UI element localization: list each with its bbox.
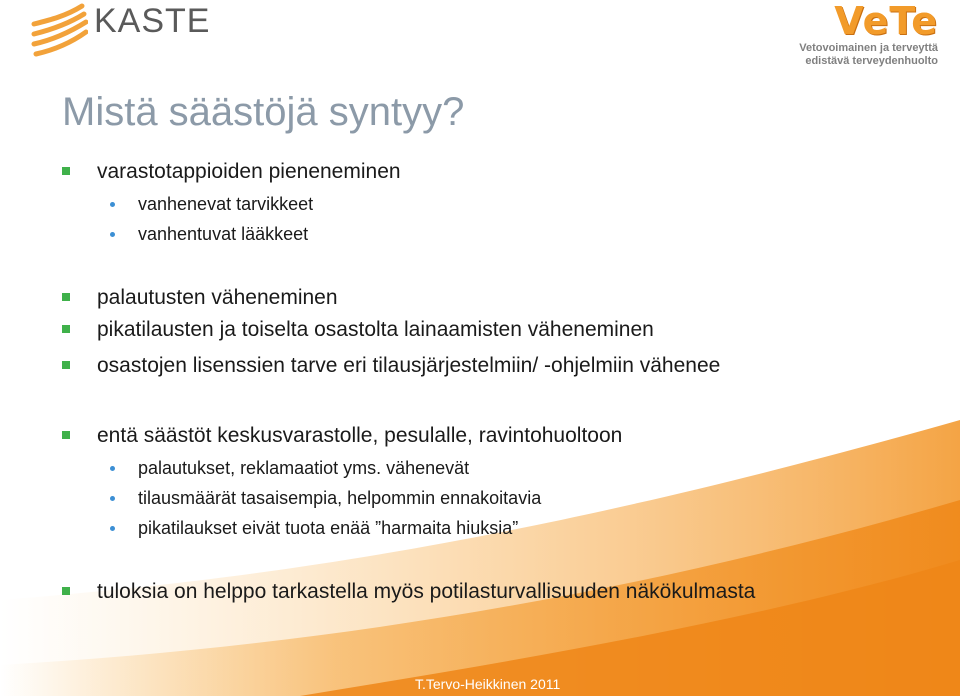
vete-logo <box>768 0 938 70</box>
round-bullet-icon <box>110 232 115 237</box>
kaste-logo <box>30 0 230 60</box>
sub-bullet-text: palautukset, reklamaatiot yms. vähenevät <box>138 458 470 478</box>
square-bullet-icon <box>62 167 70 175</box>
bullet-text: osastojen lisenssien tarve eri tilausjärjestelmiin/ -ohjelmiin vähenee <box>97 354 721 377</box>
round-bullet-icon <box>110 496 115 501</box>
sub-bullet-text: pikatilaukset eivät tuota enää ”harmaita hiuksia” <box>138 518 519 538</box>
sub-bullet-text: vanhenevat tarvikkeet <box>138 194 314 214</box>
round-bullet-icon <box>110 466 115 471</box>
vete-subtitle-line1: Vetovoimainen ja terveyttä <box>799 42 938 54</box>
bullet-text: varastotappioiden pieneneminen <box>97 160 401 183</box>
round-bullet-icon <box>110 526 115 531</box>
square-bullet-icon <box>62 361 70 369</box>
square-bullet-icon <box>62 293 70 301</box>
sub-bullet-text: vanhentuvat lääkkeet <box>138 224 309 244</box>
square-bullet-icon <box>62 587 70 595</box>
kaste-mark-icon <box>30 2 88 60</box>
vete-subtitle-line2: edistävä terveydenhuolto <box>805 55 938 67</box>
square-bullet-icon <box>62 431 70 439</box>
slide-title: Mistä säästöjä syntyy? <box>62 90 465 134</box>
round-bullet-icon <box>110 202 115 207</box>
bullet-text: entä säästöt keskusvarastolle, pesulalle, ravintohuoltoon <box>97 424 623 447</box>
vete-title: VeTe <box>834 0 938 43</box>
kaste-wordmark: KASTE <box>94 2 211 40</box>
footer-author: T.Tervo-Heikkinen 2011 <box>415 676 561 692</box>
bullet-text: palautusten väheneminen <box>97 286 338 309</box>
square-bullet-icon <box>62 325 70 333</box>
sub-bullet-text: tilausmäärät tasaisempia, helpommin ennakoitavia <box>138 488 542 508</box>
bullet-text: pikatilausten ja toiselta osastolta lainaamisten väheneminen <box>97 318 654 341</box>
bullet-text: tuloksia on helppo tarkastella myös potilasturvallisuuden näkökulmasta <box>97 580 756 603</box>
